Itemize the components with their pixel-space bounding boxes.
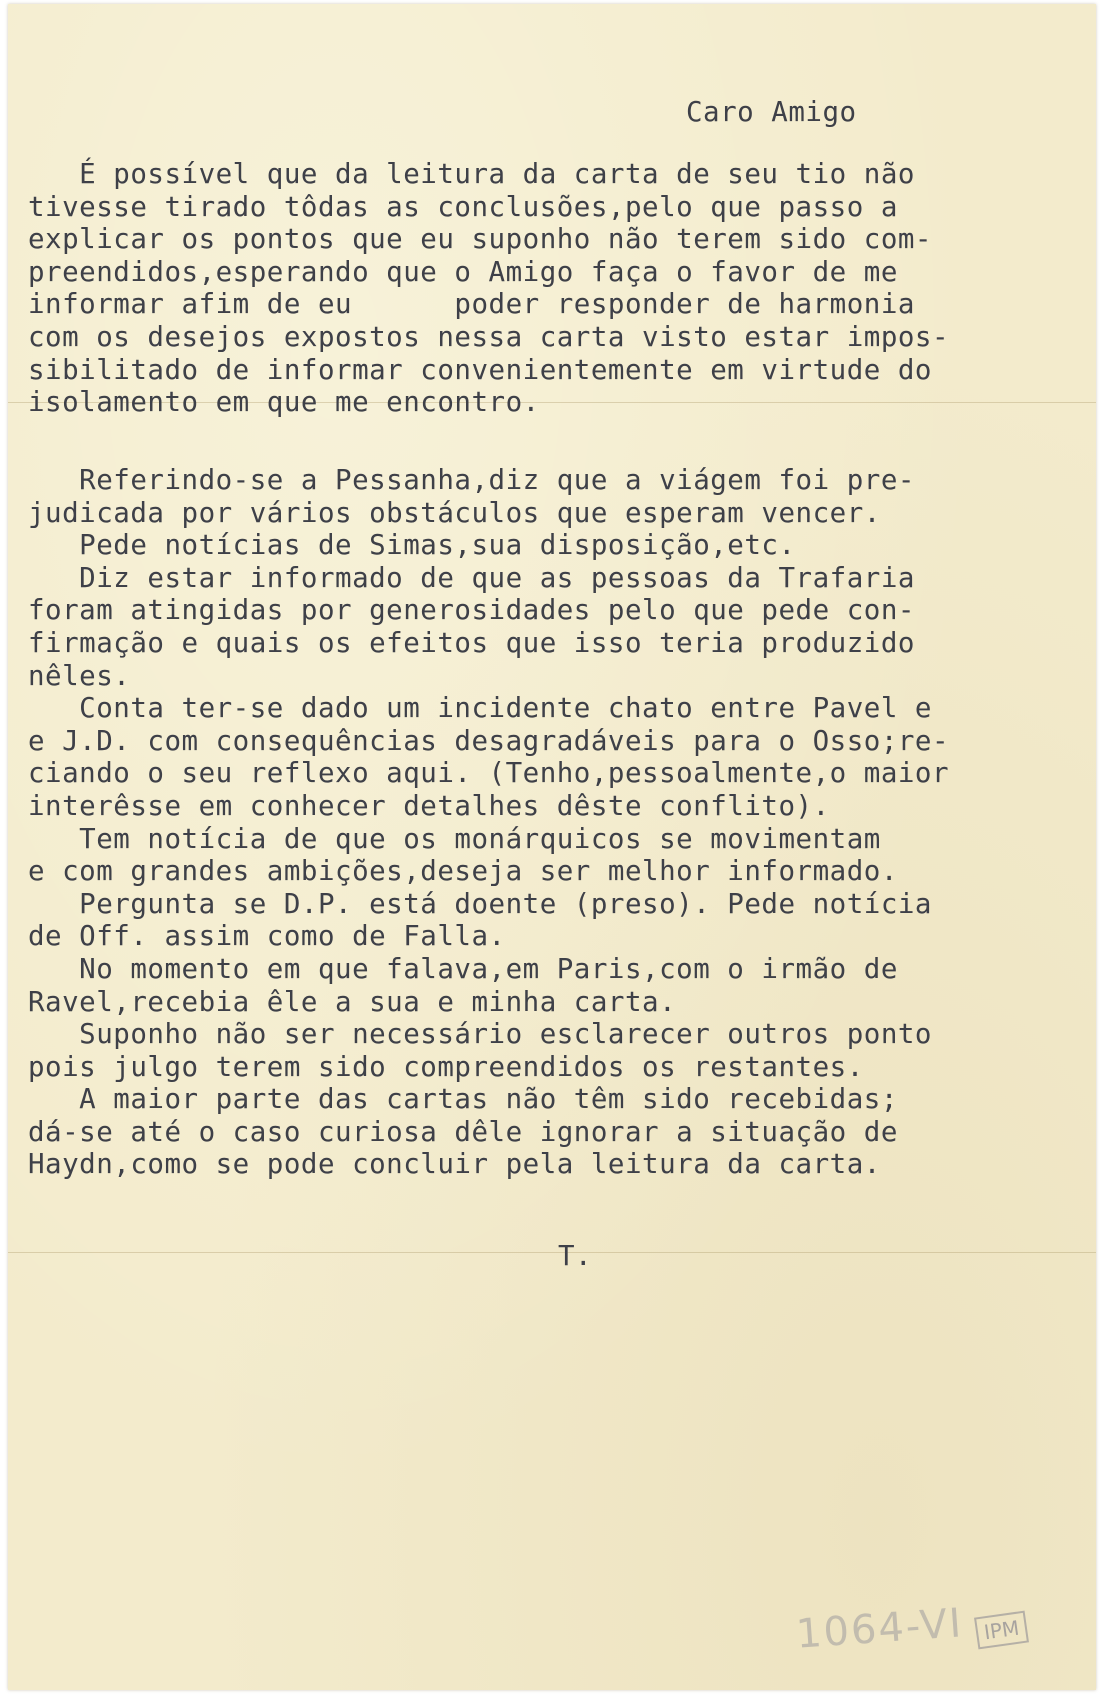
- archive-stamp: IPM: [974, 1611, 1029, 1650]
- salutation: Caro Amigo: [686, 96, 857, 128]
- archive-handwritten-number: 1064-VI: [794, 1600, 965, 1658]
- paragraph-1: É possível que da leitura da carta de seu tio não tivesse tirado tôdas as conclusões,pelo que passo a explicar os pontos que eu suponho não terem sido com- preendidos,esperando que o Amigo faça o favor de me informar afim de eu poder responder de harmonia com os desejos expostos nessa carta visto estar impos- sibilitado de informar convenientemente em virtude do isolamento em que me encontro.: [28, 158, 950, 419]
- signature: T.: [558, 1240, 593, 1272]
- fold-crease-bottom: [8, 1252, 1096, 1253]
- paragraph-2: Referindo-se a Pessanha,diz que a viágem foi pre- judicada por vários obstáculos que esperam vencer. Pede notícias de Simas,sua disposição,etc. Diz estar informado de que as pessoas da Trafaria foram atingidas por generosidades pelo que pede con- firmação e quais os efeitos que isso teria produzido nêles. Conta ter-se dado um incidente chato entre Pavel e e J.D. com consequências desagradáveis para o Osso;re- ciando o seu reflexo aqui. (Tenho,pessoalmente,o maior interêsse em conhecer detalhes dêste conflito). Tem notícia de que os monárquicos se movimentam e com grandes ambições,deseja ser melhor informado. Pergunta se D.P. está doente (preso). Pede notícia de Off. assim como de Falla. No momento em que falava,em Paris,com o irmão de Ravel,recebia êle a sua e minha carta. Suponho não ser necessário esclarecer outros ponto pois julgo terem sido compreendidos os restantes. A maior parte das cartas não têm sido recebidas; dá-se até o caso curiosa dêle ignorar a situação de Haydn,como se pode concluir pela leitura da carta.: [28, 464, 950, 1181]
